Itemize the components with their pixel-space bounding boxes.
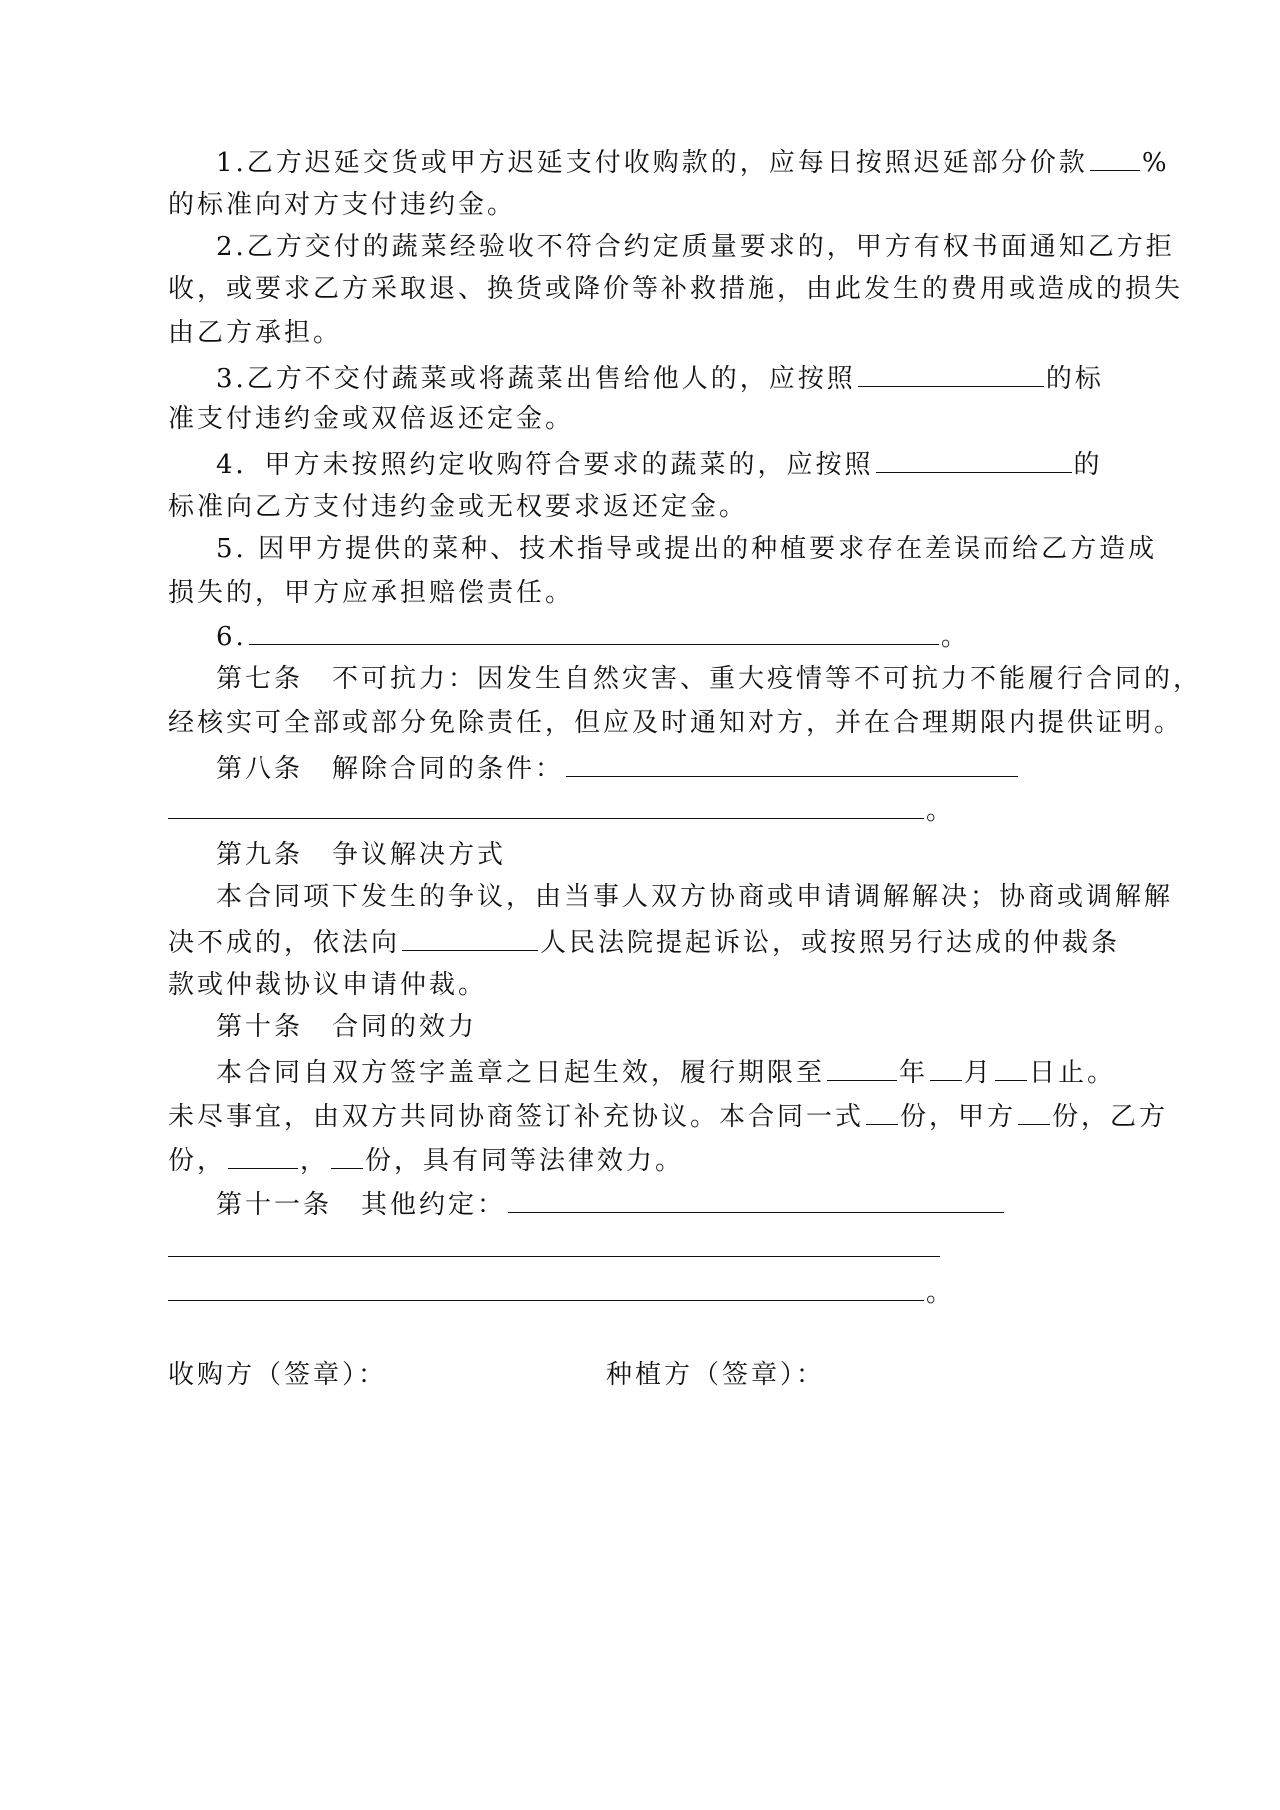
blank-year[interactable] bbox=[827, 1054, 897, 1081]
blank-other-terms-3[interactable] bbox=[168, 1274, 924, 1301]
blank-breach-standard-3[interactable] bbox=[858, 360, 1044, 387]
article-10-body-cont: 未尽事宜，由双方共同协商签订补充协议。本合同一式 份，甲方 份，乙方 bbox=[0, 1098, 1280, 1134]
blank-month[interactable] bbox=[930, 1054, 962, 1081]
blank-termination-1[interactable] bbox=[566, 750, 1018, 777]
clause-6-1-cont: 的标准向对方支付违约金。 bbox=[168, 190, 517, 220]
blank-court[interactable] bbox=[402, 924, 538, 951]
blank-copies-total[interactable] bbox=[866, 1098, 898, 1125]
article-7-cont: 经核实可全部或部分免除责任，但应及时通知对方，并在合理期限内提供证明。 bbox=[168, 708, 1184, 738]
article-10-title: 第十条 合同的效力 bbox=[216, 1012, 478, 1042]
article-10-body: 本合同自双方签字盖章之日起生效，履行期限至 年 月 日止。 bbox=[0, 1054, 1280, 1090]
clause-6-2: 2.乙方交付的蔬菜经验收不符合约定质量要求的，甲方有权书面通知乙方拒 bbox=[216, 232, 1175, 262]
article-11: 第十一条 其他约定： bbox=[0, 1186, 1280, 1222]
clause-6-2-cont: 收，或要求乙方采取退、换货或降价等补救措施，由此发生的费用或造成的损失 bbox=[168, 274, 1184, 304]
blank-clause-6-6[interactable] bbox=[249, 618, 939, 645]
clause-6-2-end: 由乙方承担。 bbox=[168, 318, 343, 348]
article-9-title: 第九条 争议解决方式 bbox=[216, 840, 507, 870]
clause-6-3: 3.乙方不交付蔬菜或将蔬菜出售给他人的，应按照 的标 bbox=[0, 360, 1280, 396]
blank-other-party[interactable] bbox=[228, 1142, 298, 1169]
blank-percent[interactable] bbox=[1090, 144, 1140, 171]
article-9-body: 本合同项下发生的争议，由当事人双方协商或申请调解解决；协商或调解解 bbox=[216, 882, 1174, 912]
blank-breach-standard-4[interactable] bbox=[876, 446, 1072, 473]
signature-grower: 种植方（签章）： bbox=[606, 1360, 826, 1390]
blank-other-terms-1[interactable] bbox=[508, 1186, 1004, 1213]
article-7: 第七条 不可抗力：因发生自然灾害、重大疫情等不可抗力不能履行合同的， bbox=[216, 664, 1203, 694]
blank-day[interactable] bbox=[995, 1054, 1027, 1081]
clause-6-6: 6. 。 bbox=[0, 618, 1280, 654]
article-11-line-2 bbox=[0, 1230, 1280, 1266]
clause-6-5: 5. 因甲方提供的菜种、技术指导或提出的种植要求存在差误而给乙方造成 bbox=[216, 534, 1158, 564]
clause-6-1: 1.乙方迟延交货或甲方迟延支付收购款的，应每日按照迟延部分价款 % bbox=[0, 144, 1280, 180]
blank-other-terms-2[interactable] bbox=[168, 1230, 940, 1257]
clause-6-3-cont: 准支付违约金或双倍返还定金。 bbox=[168, 404, 575, 434]
blank-termination-2[interactable] bbox=[168, 792, 924, 819]
blank-copies-party-a[interactable] bbox=[1018, 1098, 1050, 1125]
signature-buyer: 收购方（签章）： bbox=[168, 1360, 388, 1390]
article-8: 第八条 解除合同的条件： bbox=[0, 750, 1280, 786]
clause-6-4: 4．甲方未按照约定收购符合要求的蔬菜的，应按照 的 bbox=[0, 446, 1280, 482]
blank-copies-other[interactable] bbox=[331, 1142, 363, 1169]
clause-6-5-cont: 损失的，甲方应承担赔偿责任。 bbox=[168, 578, 575, 608]
article-11-line-3: 。 bbox=[0, 1274, 1280, 1310]
article-9-body-end: 款或仲裁协议申请仲裁。 bbox=[168, 970, 488, 1000]
clause-6-4-cont: 标准向乙方支付违约金或无权要求返还定金。 bbox=[168, 492, 749, 522]
article-9-body-cont: 决不成的，依法向 人民法院提起诉讼，或按照另行达成的仲裁条 bbox=[0, 924, 1280, 960]
article-10-body-end: 份， ， 份，具有同等法律效力。 bbox=[0, 1142, 1280, 1178]
article-8-cont: 。 bbox=[0, 792, 1280, 828]
